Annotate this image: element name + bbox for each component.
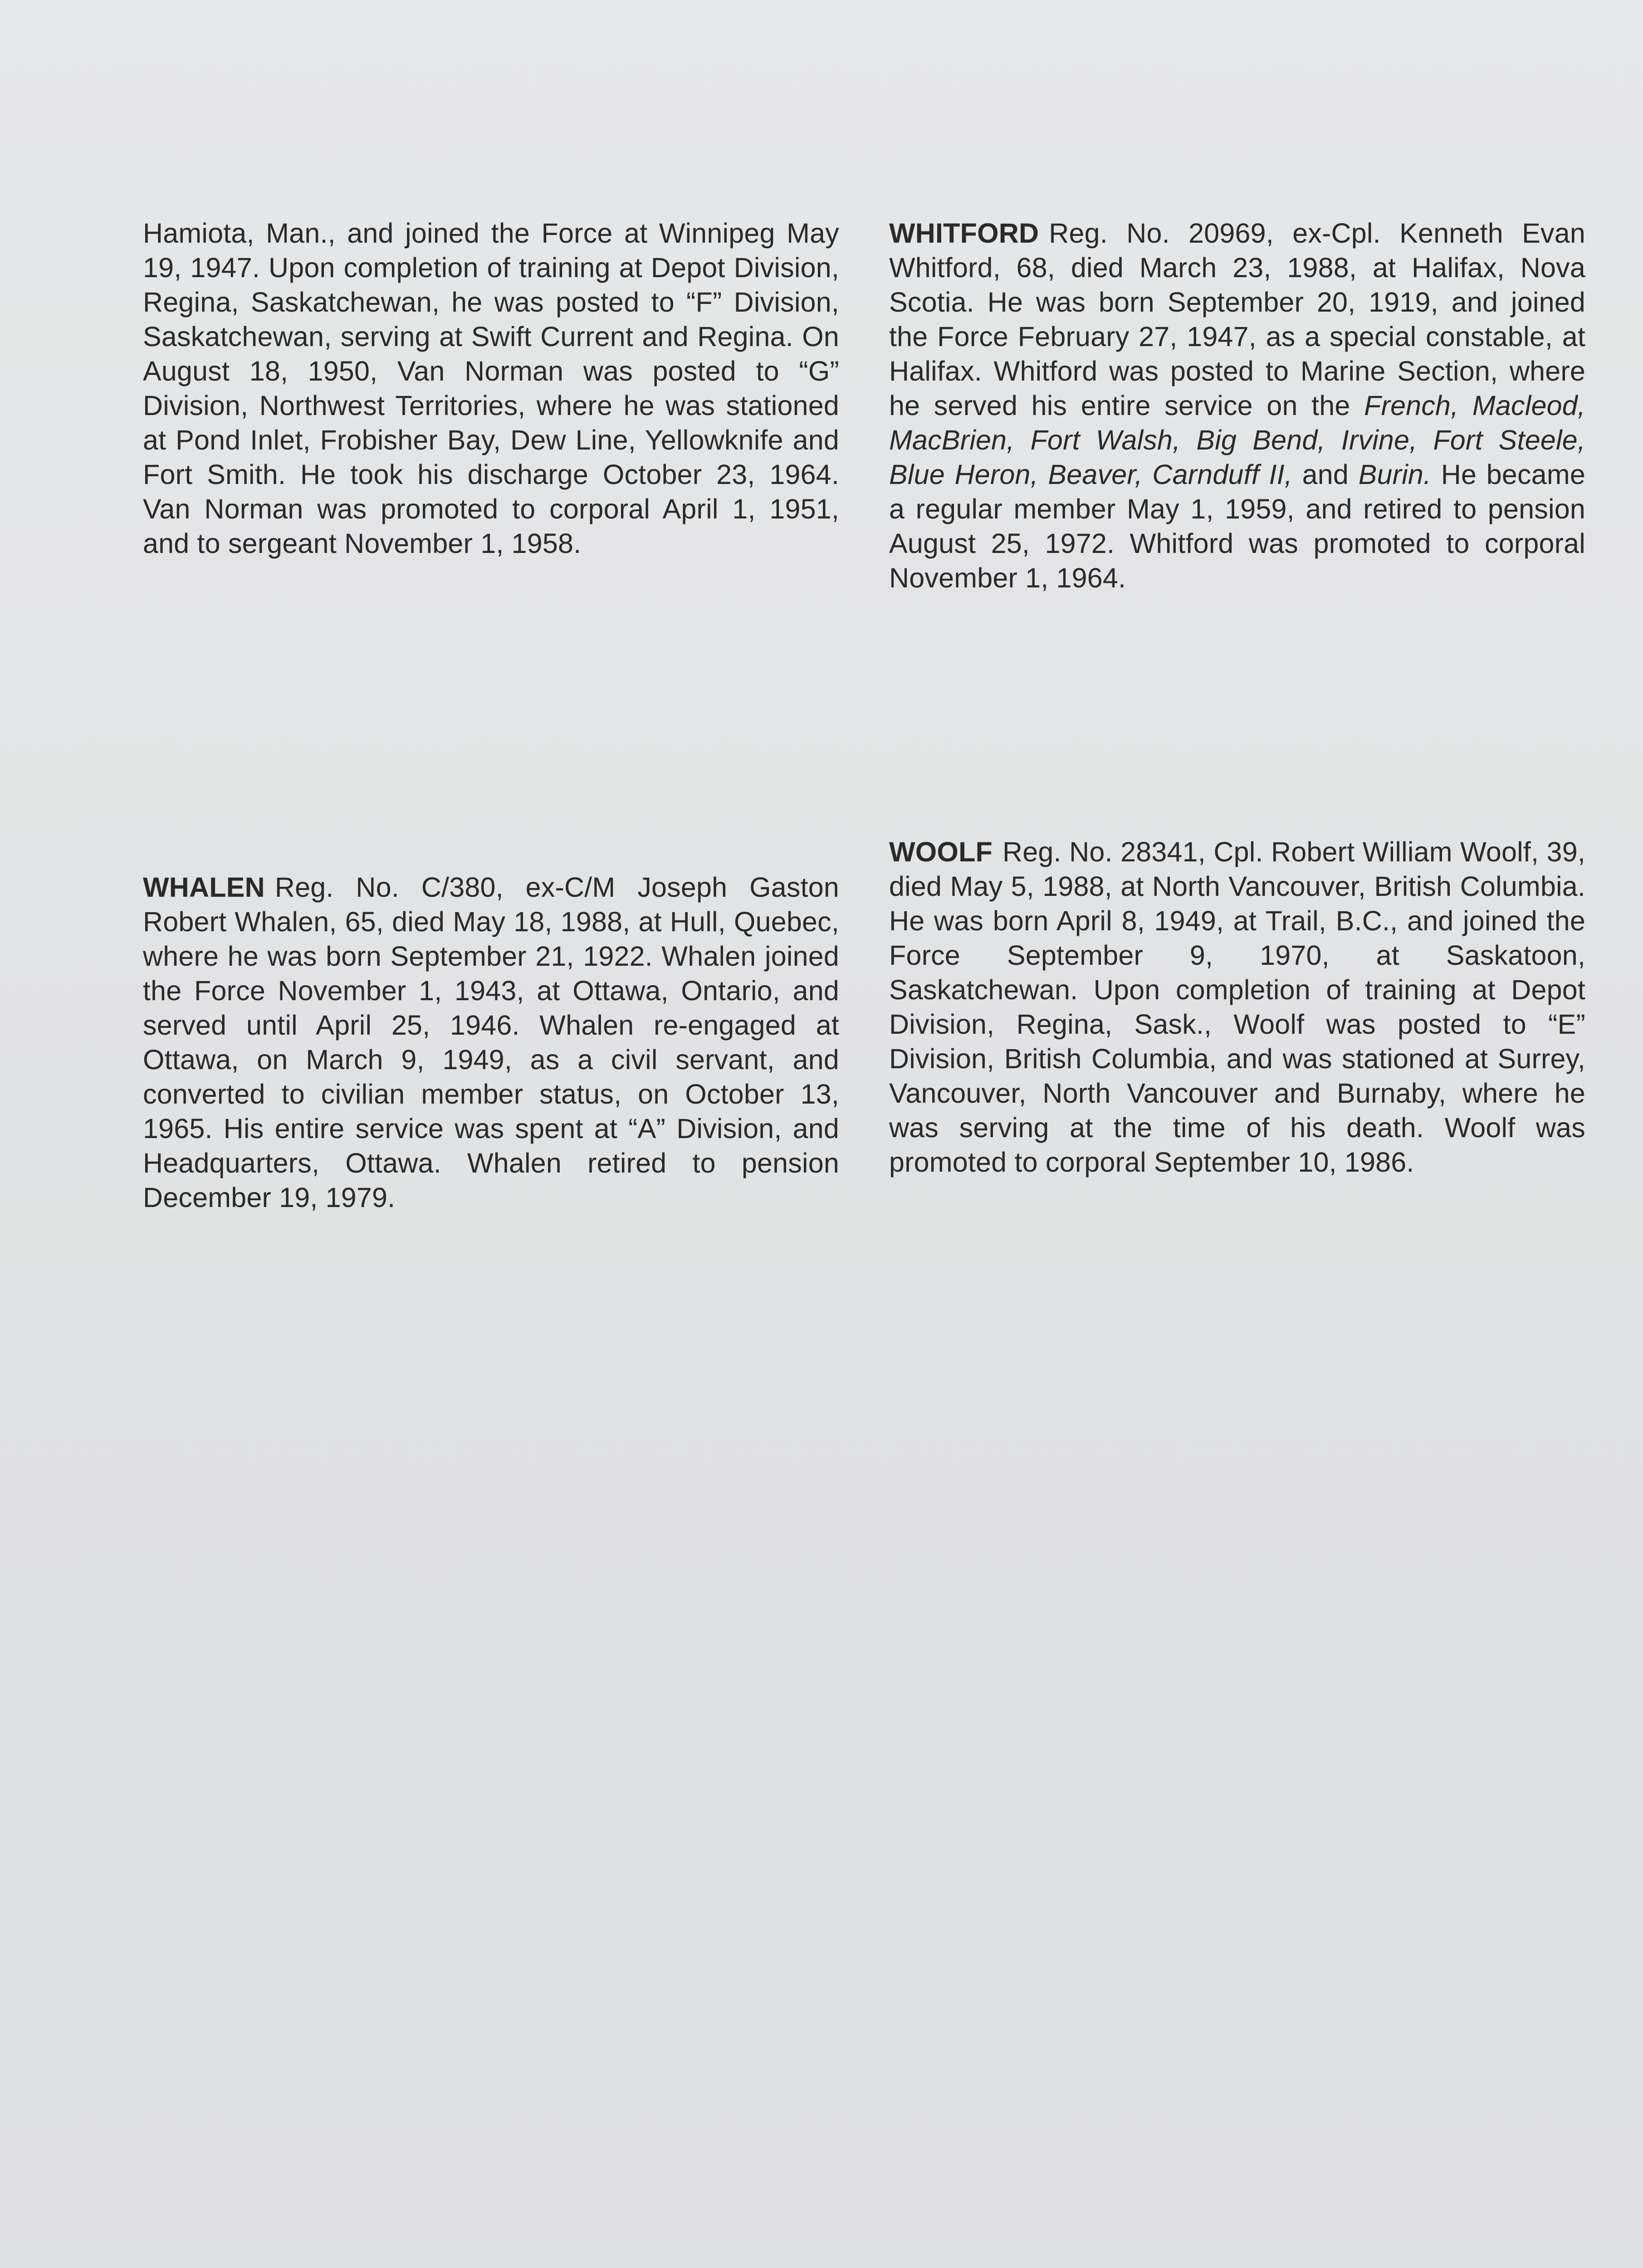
obituary-van-norman-continuation xyxy=(143,216,839,561)
woolf-paragraph xyxy=(889,835,1585,1179)
whitford-text-part1: Reg. No. 20969, ex-Cpl. Kenneth Evan Whitford, 68, died March 23, 1988, at Halifax, Nova Scotia. He was born September 20, 1919, and joined the Force February 27, 1947, as a special constable, at Halifax. Whitford was posted to Marine Section, where he served his entire service on the xyxy=(889,218,1585,421)
whitford-and: and xyxy=(1292,459,1359,490)
whalen-paragraph xyxy=(143,870,839,1215)
whalen-text: Reg. No. C/380, ex-C/M Joseph Gaston Robert Whalen, 65, died May 18, 1988, at Hull, Quebec, where he was born September 21, 1922. Whalen joined the Force November 1, 1943, at Ottawa, Ontario, and served until April 25, 1946. Whalen re-engaged at Ottawa, on March 9, 1949, as a civil servant, and converted to civilian member status, on October 13, 1965. His entire service was spent at “A” Division, and Headquarters, Ottawa. Whalen retired to pension December 19, 1979. xyxy=(143,872,839,1213)
woolf-text: Reg. No. 28341, Cpl. Robert William Woolf, 39, died May 5, 1988, at North Vancouver, British Columbia. He was born April 8, 1949, at Trail, B.C., and joined the Force September 9, 1970, at Saskatoon, Saskatchewan. Upon completion of training at Depot Division, Regina, Sask., Woolf was posted to “E” Division, British Columbia, and was stationed at Surrey, Vancouver, North Vancouver and Burnaby, where he was serving at the time of his death. Woolf was promoted to corporal September 10, 1986. xyxy=(889,836,1585,1178)
whalen-surname: WHALEN xyxy=(143,872,265,903)
obituary-whalen xyxy=(143,870,839,1215)
whitford-surname: WHITFORD xyxy=(889,218,1039,249)
whitford-paragraph xyxy=(889,216,1585,595)
van-norman-text: Hamiota, Man., and joined the Force at Winnipeg May 19, 1947. Upon completion of training at Depot Division, Regina, Saskatchewan, he was posted to “F” Division, Saskatchewan, serving at Swift Current and Regina. On August 18, 1950, Van Norman was posted to “G” Division, Northwest Territories, where he was stationed at Pond Inlet, Frobisher Bay, Dew Line, Yellowknife and Fort Smith. He took his discharge October 23, 1964. Van Norman was promoted to corporal April 1, 1951, and to sergeant November 1, 1958. xyxy=(143,218,839,559)
whitford-text-part2: He became a regular member May 1, 1959, and retired to pension August 25, 1972. Whitford was promoted to corporal November 1, 1964. xyxy=(889,459,1586,593)
whitford-vessels: French, Macleod, MacBrien, Fort Walsh, Big Bend, Irvine, Fort Steele, Blue Heron, Beaver, Carnduff II, xyxy=(889,390,1585,490)
obituary-whitford xyxy=(889,216,1585,595)
woolf-surname: WOOLF xyxy=(889,836,993,867)
whitford-last-vessel: Burin. xyxy=(1358,459,1432,490)
obituary-woolf xyxy=(889,835,1585,1179)
